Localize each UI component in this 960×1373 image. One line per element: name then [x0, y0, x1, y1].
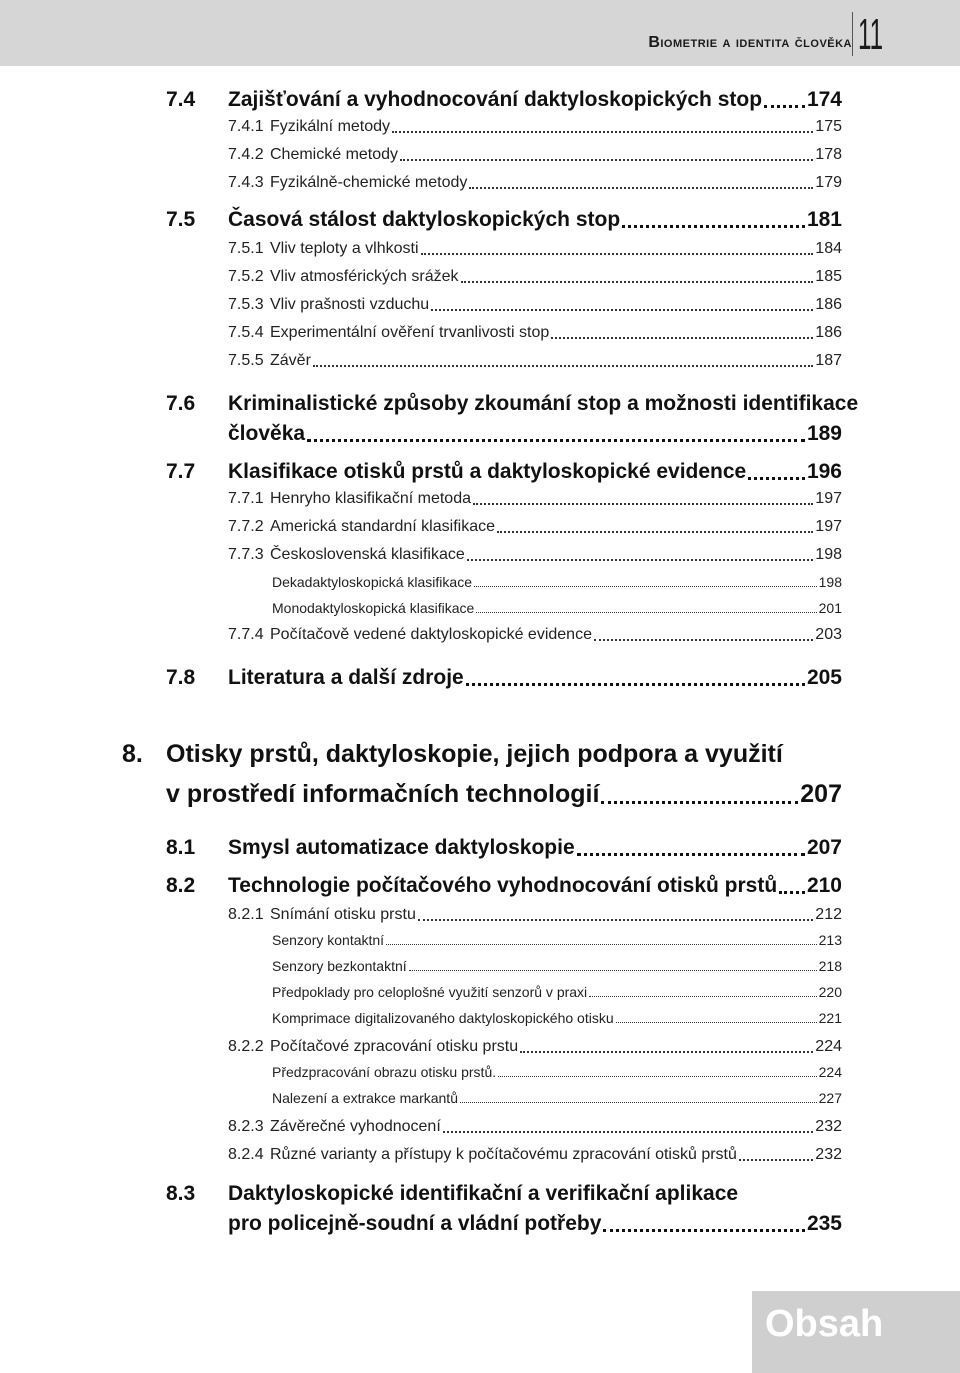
- dot-leader: [421, 243, 814, 255]
- toc-entry-page: 235: [806, 1212, 842, 1235]
- dot-leader: [779, 879, 805, 894]
- toc-entry-title[interactable]: Otisky prstů, daktyloskopie, jejich podpora a využití: [166, 740, 783, 768]
- toc-entry-number: 8.: [122, 740, 143, 768]
- toc-entry[interactable]: [228, 208, 842, 232]
- toc-entry-number: 7.6: [166, 392, 196, 415]
- dot-leader: [497, 521, 813, 533]
- toc-entry-page: 178: [815, 146, 842, 163]
- toc-entry-page: 197: [815, 518, 842, 535]
- dot-leader: [313, 355, 813, 367]
- toc-entry-title: Smysl automatizace daktyloskopie: [228, 836, 575, 859]
- toc-entry-page: 175: [815, 118, 842, 135]
- toc-entry-title: Henryho klasifikační metoda: [270, 490, 471, 507]
- dot-leader: [467, 549, 814, 561]
- toc-entry-number: 7.8: [166, 666, 196, 689]
- toc-entry-page: 179: [815, 174, 842, 191]
- toc-entry[interactable]: [228, 1212, 842, 1236]
- toc-entry-title: Klasifikace otisků prstů a daktyloskopické evidence: [228, 460, 747, 483]
- toc-entry-title: Československá klasifikace: [270, 546, 465, 563]
- toc-entry[interactable]: [272, 600, 842, 616]
- toc-entry[interactable]: [270, 490, 842, 508]
- toc-entry-title: Časová stálost daktyloskopických stop: [228, 208, 621, 231]
- toc-entry-page: 221: [818, 1010, 842, 1026]
- toc-entry-title: Chemické metody: [270, 146, 399, 163]
- dot-leader: [460, 1094, 817, 1103]
- toc-entry[interactable]: [270, 324, 842, 342]
- dot-leader: [418, 909, 813, 921]
- toc-entry-title: Počítačové zpracování otisku prstu: [270, 1038, 519, 1055]
- toc-entry-title: Předzpracování obrazu otisku prstů.: [272, 1064, 497, 1080]
- toc-entry[interactable]: [228, 666, 842, 690]
- toc-entry-page: 213: [818, 932, 842, 948]
- toc-entry[interactable]: [272, 932, 842, 948]
- toc-entry-number: 7.5.3: [228, 296, 264, 313]
- toc-entry-title: Senzory bezkontaktní: [272, 958, 407, 974]
- toc-entry-number: 7.5.1: [228, 240, 264, 257]
- toc-entry-page: 232: [815, 1146, 842, 1163]
- toc-entry[interactable]: [272, 574, 842, 590]
- toc-entry-number: 7.5: [166, 208, 196, 231]
- toc-entry-number: 7.7: [166, 460, 196, 483]
- toc-entry-page: 205: [806, 666, 842, 689]
- toc-entry-title: Různé varianty a přístupy k počítačovému zpracování otisků prstů: [270, 1146, 737, 1163]
- toc-entry-page: 201: [818, 600, 842, 616]
- toc-entry-page: 187: [815, 352, 842, 369]
- toc-entry-page: 181: [806, 208, 842, 231]
- toc-entry-page: 207: [806, 836, 842, 859]
- toc-entry-title-continuation: pro policejně-soudní a vládní potřeby: [228, 1212, 602, 1235]
- dot-leader: [616, 1014, 817, 1023]
- toc-entry-number: 8.2.2: [228, 1038, 264, 1055]
- running-header-title: Biometrie a identita člověka: [648, 34, 852, 51]
- toc-entry-number: 8.3: [166, 1182, 196, 1205]
- dot-leader: [476, 604, 816, 613]
- toc-entry[interactable]: [270, 146, 842, 164]
- toc-entry[interactable]: [270, 118, 842, 136]
- toc-entry-page: 196: [806, 460, 842, 483]
- dot-leader: [739, 1149, 813, 1161]
- toc-entry-page: 203: [815, 626, 842, 643]
- dot-leader: [551, 327, 813, 339]
- dot-leader: [601, 789, 798, 805]
- toc-entry-number: 8.2.3: [228, 1118, 264, 1135]
- toc-entry[interactable]: [270, 352, 842, 370]
- toc-entry[interactable]: [272, 958, 842, 974]
- section-tab-label: Obsah: [765, 1303, 884, 1345]
- dot-leader: [589, 988, 816, 997]
- toc-entry[interactable]: [270, 1038, 842, 1056]
- toc-entry-number: 8.2.4: [228, 1146, 264, 1163]
- toc-entry[interactable]: [272, 1064, 842, 1080]
- toc-entry[interactable]: [270, 268, 842, 286]
- running-header: [0, 0, 960, 66]
- toc-entry-page: 198: [815, 546, 842, 563]
- toc-entry-title: Předpoklady pro celoplošné využití senzorů v praxi: [272, 984, 588, 1000]
- toc-entry-page: 232: [815, 1118, 842, 1135]
- dot-leader: [764, 93, 805, 108]
- toc-entry[interactable]: [228, 460, 842, 484]
- toc-entry-title: Fyzikálně-chemické metody: [270, 174, 468, 191]
- toc-entry[interactable]: [270, 1118, 842, 1136]
- toc-entry[interactable]: [270, 546, 842, 564]
- toc-entry-number: 7.5.2: [228, 268, 264, 285]
- toc-entry-number: 8.2.1: [228, 906, 264, 923]
- dot-leader: [622, 213, 805, 228]
- toc-entry[interactable]: [270, 240, 842, 258]
- toc-entry-number: 7.5.5: [228, 352, 264, 369]
- toc-entry-number: 7.5.4: [228, 324, 264, 341]
- toc-entry-title: Zajišťování a vyhodnocování daktyloskopických stop: [228, 88, 763, 111]
- toc-entry-page: 184: [815, 240, 842, 257]
- toc-entry[interactable]: [166, 780, 842, 809]
- toc-entry-page: 218: [818, 958, 842, 974]
- toc-entry-number: 7.7.4: [228, 626, 264, 643]
- toc-entry-number: 8.2: [166, 874, 196, 897]
- toc-entry-page: 212: [815, 906, 842, 923]
- toc-entry-page: 207: [800, 780, 842, 808]
- toc-entry-page: 210: [806, 874, 842, 897]
- toc-entry[interactable]: [270, 626, 842, 644]
- dot-leader: [307, 427, 805, 442]
- toc-entry[interactable]: [228, 836, 842, 860]
- toc-entry-title: Americká standardní klasifikace: [270, 518, 495, 535]
- dot-leader: [577, 841, 805, 856]
- toc-entry-title: Vliv atmosférických srážek: [270, 268, 459, 285]
- dot-leader: [748, 465, 805, 480]
- toc-entry-page: 197: [815, 490, 842, 507]
- toc-entry[interactable]: [270, 906, 842, 924]
- toc-entry-page: 227: [818, 1090, 842, 1106]
- toc-entry-title: Experimentální ověření trvanlivosti stop: [270, 324, 550, 341]
- dot-leader: [443, 1121, 814, 1133]
- toc-entry-number: 8.1: [166, 836, 196, 859]
- toc-entry[interactable]: [270, 1146, 842, 1164]
- dot-leader: [431, 299, 813, 311]
- toc-entry-page: 189: [806, 422, 842, 445]
- toc-entry-number: 7.4: [166, 88, 196, 111]
- toc-entry-page: 198: [818, 574, 842, 590]
- dot-leader: [392, 121, 813, 133]
- toc-entry-number: 7.7.2: [228, 518, 264, 535]
- toc-entry-page: 220: [818, 984, 842, 1000]
- toc-entry-title: Dekadaktyloskopická klasifikace: [272, 574, 472, 590]
- header-separator: [852, 12, 853, 56]
- dot-leader: [461, 271, 814, 283]
- dot-leader: [466, 671, 805, 686]
- toc-entry[interactable]: [270, 518, 842, 536]
- dot-leader: [520, 1041, 813, 1053]
- dot-leader: [469, 177, 813, 189]
- toc-entry-title: Nalezení a extrakce markantů: [272, 1090, 458, 1106]
- toc-entry-title: Počítačově vedené daktyloskopické evidence: [270, 626, 592, 643]
- toc-entry-title: Monodaktyloskopická klasifikace: [272, 600, 475, 616]
- toc-entry-number: 7.4.3: [228, 174, 264, 191]
- toc-entry-page: 224: [815, 1038, 842, 1055]
- dot-leader: [400, 149, 813, 161]
- dot-leader: [474, 578, 817, 587]
- dot-leader: [409, 962, 817, 971]
- toc-entry[interactable]: [270, 174, 842, 192]
- toc-entry[interactable]: [270, 296, 842, 314]
- toc-entry-title: Vliv prašnosti vzduchu: [270, 296, 430, 313]
- toc-entry-title: Technologie počítačového vyhodnocování otisků prstů: [228, 874, 778, 897]
- toc-entry-page: 186: [815, 296, 842, 313]
- dot-leader: [603, 1217, 805, 1232]
- toc-entry[interactable]: [228, 422, 842, 446]
- toc-entry-title[interactable]: Kriminalistické způsoby zkoumání stop a možnosti identifikace: [228, 392, 859, 415]
- toc-entry[interactable]: [272, 1010, 842, 1026]
- toc-entry-title: Komprimace digitalizovaného daktyloskopického otisku: [272, 1010, 614, 1026]
- toc-entry-number: 7.4.1: [228, 118, 264, 135]
- toc-entry-title: Závěrečné vyhodnocení: [270, 1118, 441, 1135]
- toc-entry-number: 7.7.1: [228, 490, 264, 507]
- toc-entry-page: 224: [818, 1064, 842, 1080]
- dot-leader: [386, 936, 817, 945]
- toc-entry-title: Senzory kontaktní: [272, 932, 385, 948]
- dot-leader: [498, 1068, 817, 1077]
- toc-entry[interactable]: [228, 88, 842, 112]
- dot-leader: [594, 629, 813, 641]
- toc-entry-page: 186: [815, 324, 842, 341]
- toc-entry[interactable]: [272, 984, 842, 1000]
- toc-entry-title: Vliv teploty a vlhkosti: [270, 240, 419, 257]
- toc-entry-number: 7.7.3: [228, 546, 264, 563]
- toc-entry-title[interactable]: Daktyloskopické identifikační a verifikační aplikace: [228, 1182, 739, 1205]
- toc-entry-title: Závěr: [270, 352, 311, 369]
- toc-entry[interactable]: [228, 874, 842, 898]
- dot-leader: [473, 493, 813, 505]
- toc-entry-title: Fyzikální metody: [270, 118, 391, 135]
- toc-entry-title: Snímání otisku prstu: [270, 906, 416, 923]
- toc-entry-number: 7.4.2: [228, 146, 264, 163]
- toc-entry-title-continuation: člověka: [228, 422, 306, 445]
- toc-entry-title-continuation: v prostředí informačních technologií: [166, 780, 600, 808]
- toc-entry-title: Literatura a další zdroje: [228, 666, 464, 689]
- toc-entry-page: 174: [806, 88, 842, 111]
- toc-entry-page: 185: [815, 268, 842, 285]
- toc-entry[interactable]: [272, 1090, 842, 1106]
- page-number: 11: [858, 10, 884, 59]
